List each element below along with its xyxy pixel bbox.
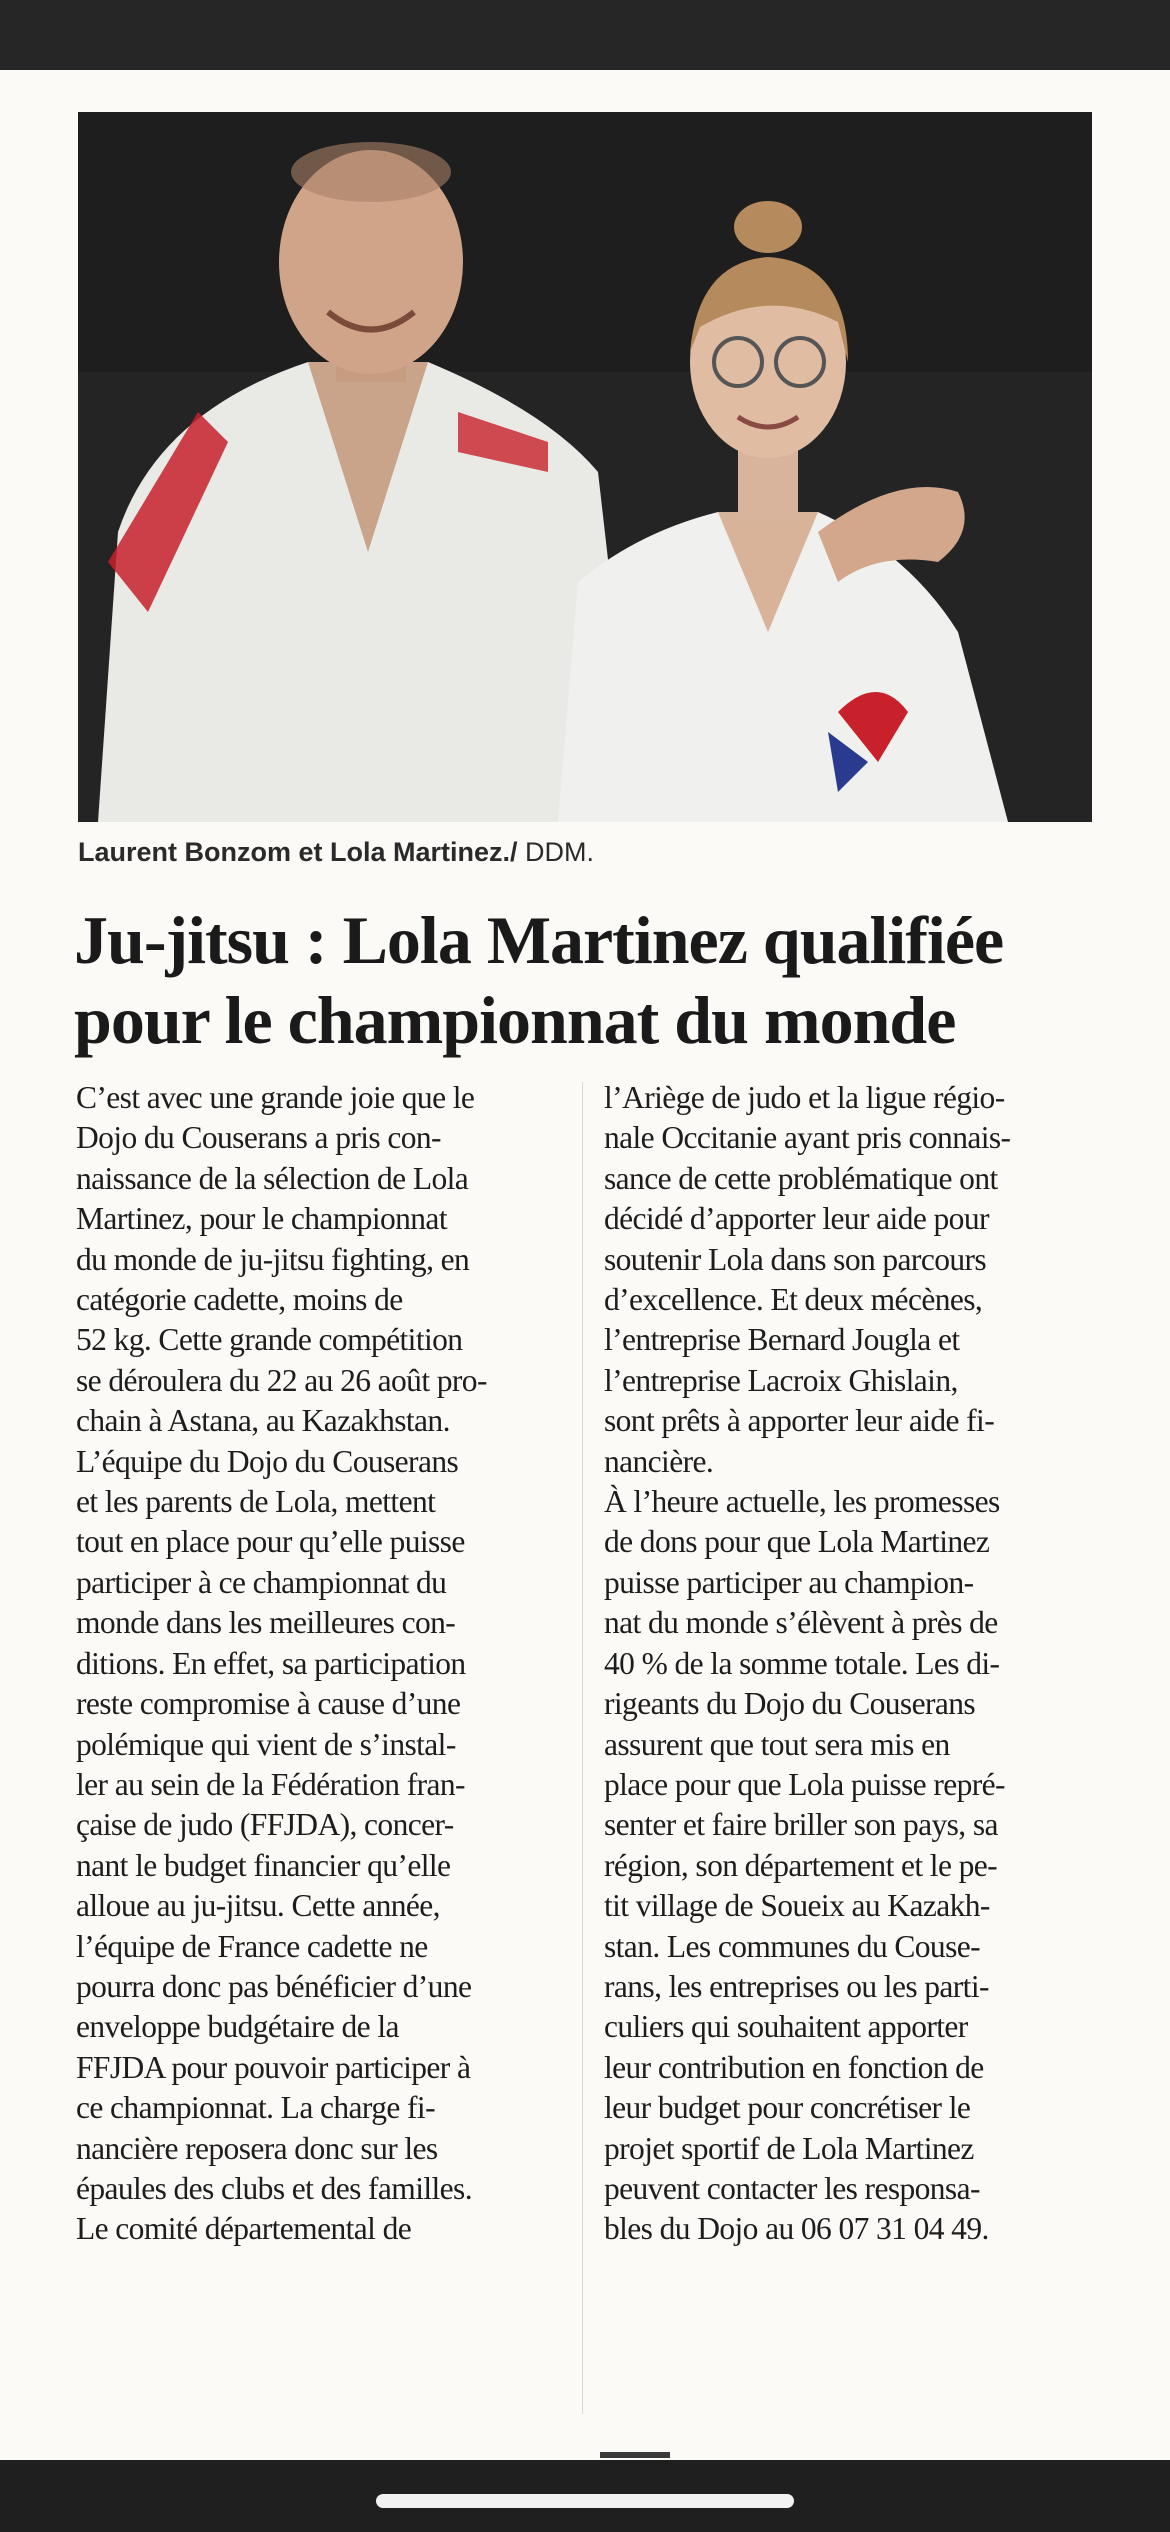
article-text-line: leur contribution en fonction de [604, 2049, 984, 2085]
article-text-line: l’entreprise Lacroix Ghislain, [604, 1362, 958, 1398]
article-text-line: leur budget pour concrétiser le [604, 2090, 971, 2126]
article-text-line: rigeants du Dojo du Couserans [604, 1686, 976, 1722]
article-text-line: enveloppe budgétaire de la [76, 2009, 399, 2045]
article-text-line: d’excellence. Et deux mécènes, [604, 1282, 983, 1318]
article-text-line: et les parents de Lola, mettent [76, 1484, 436, 1520]
article-text-line: nancière reposera donc sur les [76, 2130, 438, 2166]
caption-names: Laurent Bonzom et Lola Martinez./ [78, 837, 518, 867]
article-text-line: ditions. En effet, sa participation [76, 1645, 466, 1681]
article-text-line: 52 kg. Cette grande compétition [76, 1322, 463, 1358]
article-text-line: région, son département et le pe- [604, 1847, 998, 1883]
article-text-line: monde dans les meilleures con- [76, 1605, 456, 1641]
column-divider [582, 1082, 583, 2414]
article-right-column [604, 1078, 1092, 2250]
article-text-line: projet sportif de Lola Martinez [604, 2130, 974, 2166]
headline-line: Ju-jitsu : Lola Martinez qualifiée [74, 902, 1004, 978]
article-text-line: stan. Les communes du Couse- [604, 1928, 981, 1964]
article-text-line: çaise de judo (FFJDA), concer- [76, 1807, 454, 1843]
article-text-line: ce championnat. La charge fi- [76, 2090, 435, 2126]
article-text-line: l’entreprise Bernard Jougla et [604, 1322, 960, 1358]
article-text-line: culiers qui souhaitent apporter [604, 2009, 968, 2045]
article-text-line: rans, les entreprises ou les parti- [604, 1968, 989, 2004]
status-bar [0, 0, 1170, 70]
article-text-line: senter et faire briller son pays, sa [604, 1807, 998, 1843]
article-text-line: reste compromise à cause d’une [76, 1686, 461, 1722]
article-text-line: se déroulera du 22 au 26 août pro- [76, 1362, 487, 1398]
article-left-column [76, 1078, 564, 2250]
article-text-line: participer à ce championnat du [76, 1564, 447, 1600]
article-text-line: place pour que Lola puisse repré- [604, 1766, 1005, 1802]
article-text-line: alloue au ju-jitsu. Cette année, [76, 1888, 440, 1924]
article-text-line: tit village de Soueix au Kazakh- [604, 1888, 990, 1924]
article-text-line: du monde de ju-jitsu fighting, en [76, 1241, 470, 1277]
article-text-line: nale Occitanie ayant pris connais- [604, 1120, 1011, 1156]
article-text-line: nancière. [604, 1443, 714, 1479]
home-indicator[interactable] [376, 2494, 794, 2508]
next-article-peek [600, 2452, 670, 2458]
article-text-line: polémique qui vient de s’instal- [76, 1726, 456, 1762]
article-text-line: 40 % de la somme totale. Les di- [604, 1645, 1000, 1681]
article-text-line: C’est avec une grande joie que le [76, 1080, 475, 1115]
article-text-line: FFJDA pour pouvoir participer à [76, 2049, 471, 2085]
article-text-line: de dons pour que Lola Martinez [604, 1524, 990, 1560]
article-text-line: Dojo du Couserans a pris con- [76, 1120, 441, 1156]
article-text-line: À l’heure actuelle, les promesses [604, 1484, 1000, 1520]
photo-illustration [78, 112, 1092, 822]
article-text-line: épaules des clubs et des familles. [76, 2170, 472, 2206]
article-text-line: l’équipe de France cadette ne [76, 1928, 428, 1964]
article-text-line: nant le budget financier qu’elle [76, 1847, 451, 1883]
article-headline [74, 900, 1104, 1060]
photo-caption [78, 832, 1092, 872]
article-text-line: naissance de la sélection de Lola [76, 1160, 469, 1196]
headline-line: pour le championnat du monde [74, 982, 956, 1058]
caption-credit: DDM. [517, 837, 595, 867]
article-text-line: chain à Astana, au Kazakhstan. [76, 1403, 450, 1439]
article-text-line: décidé d’apporter leur aide pour [604, 1201, 989, 1237]
article-text-line: ler au sein de la Fédération fran- [76, 1766, 465, 1802]
article-text-line: pourra donc pas bénéficier d’une [76, 1968, 472, 2004]
article-photo [78, 112, 1092, 822]
article-text-line: catégorie cadette, moins de [76, 1282, 403, 1318]
article-text-line: tout en place pour qu’elle puisse [76, 1524, 465, 1560]
article-text-line: soutenir Lola dans son parcours [604, 1241, 987, 1277]
article-text-line: puisse participer au champion- [604, 1564, 974, 1600]
article-text-line: sont prêts à apporter leur aide fi- [604, 1403, 995, 1439]
article-text-line: sance de cette problématique ont [604, 1160, 998, 1196]
article-text-line: l’Ariège de judo et la ligue régio- [604, 1080, 1005, 1115]
article-text-line: bles du Dojo au 06 07 31 04 49. [604, 2211, 989, 2247]
article-text-line: Martinez, pour le championnat [76, 1201, 447, 1237]
article-text-line: nat du monde s’élèvent à près de [604, 1605, 998, 1641]
article-text-line: Le comité départemental de [76, 2211, 412, 2247]
article-text-line: L’équipe du Dojo du Couserans [76, 1443, 459, 1479]
article-text-line: assurent que tout sera mis en [604, 1726, 950, 1762]
article-text-line: peuvent contacter les responsa- [604, 2170, 980, 2206]
